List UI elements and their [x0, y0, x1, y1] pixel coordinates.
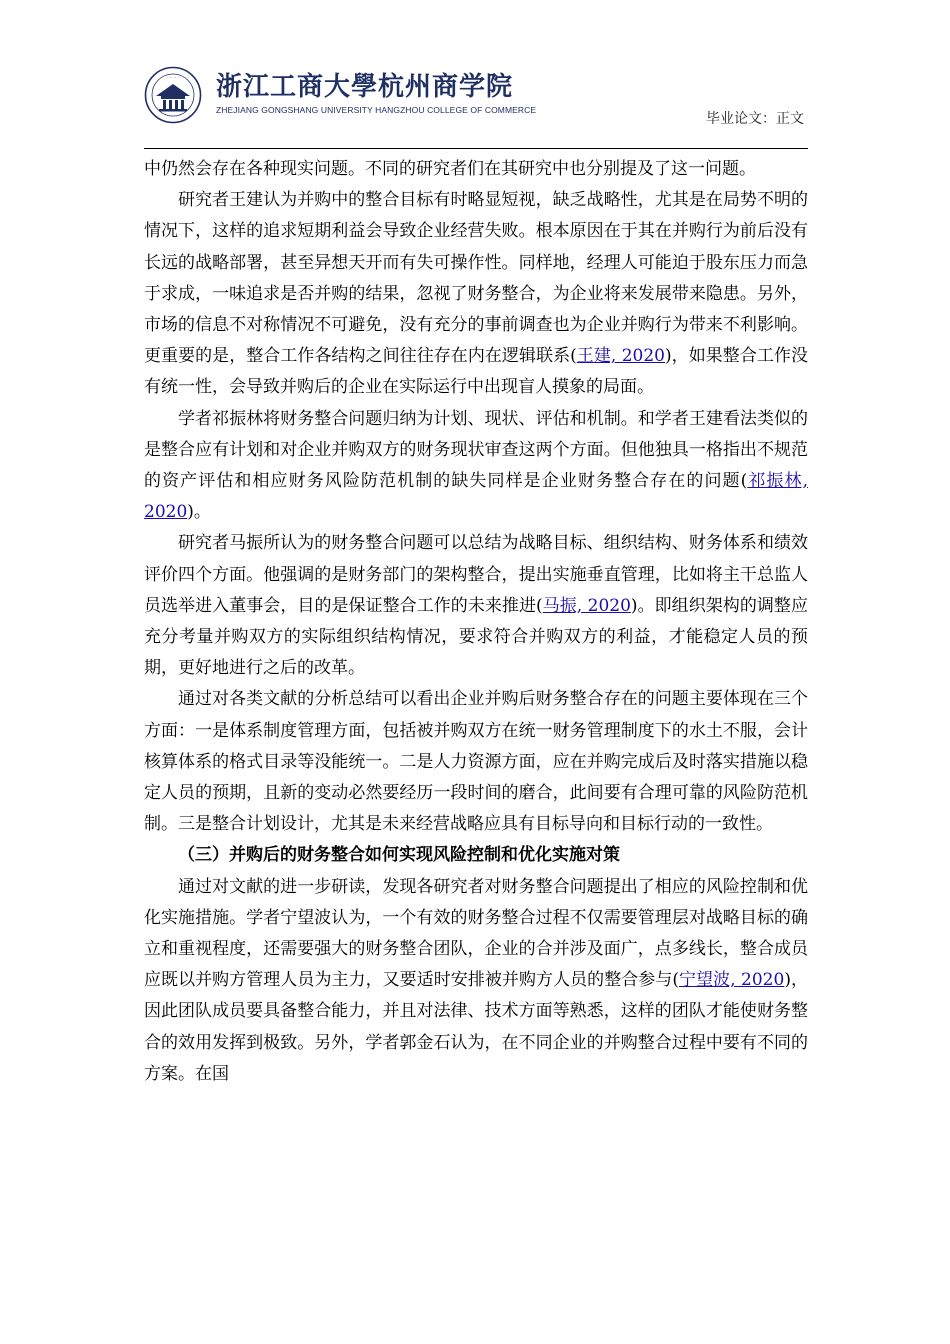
school-name-en: ZHEJIANG GONGSHANG UNIVERSITY HANGZHOU COLLEGE OF COMMERCE [216, 105, 537, 115]
svg-text:· · · · ·: · · · · · [167, 75, 179, 80]
paragraph-continuation: 中仍然会存在各种现实问题。不同的研究者们在其研究中也分别提及了这一问题。 [144, 159, 756, 179]
university-seal-icon [144, 66, 202, 124]
header-rule [144, 148, 808, 149]
svg-text:· · · ·: · · · · [168, 114, 178, 119]
section-heading: （三）并购后的财务整合如何实现风险控制和优化实施对策 [178, 845, 620, 866]
citation-link[interactable]: 宁望波, 2020 [679, 970, 785, 991]
page-header [144, 66, 808, 146]
paragraph-summary: 通过对各类文献的分析总结可以看出企业并购后财务整合存在的问题主要体现在三个方面：一是体系制度管理方面，包括被并购双方在统一财务管理制度下的水土不服，会计核算体系的格式目录等没能统一。二是人力资源方面，应在并购完成后及时落实措施以稳定人员的预期，且新的变动必然要经历一段时间的磨合，此间要有合理可靠的风险防范机制。三是整合计划设计，尤其是未来经营战略应具有目标导向和目标行动的一致性。 [144, 689, 808, 835]
page-body [144, 154, 808, 1090]
doc-label: 毕业论文：正文 [706, 111, 804, 127]
paragraph-wang-jian: 研究者王建认为并购中的整合目标有时略显短视，缺乏战略性，尤其是在局势不明的情况下，这样的追求短期利益会导致企业经营失败。根本原因在于其在并购行为前后没有长远的战略部署，甚至异想天开而有失可操作性。同样地，经理人可能迫于股东压力而急于求成，一味追求是否并购的结果，忽视了财务整合，为企业将来发展带来隐患。另外，市场的信息不对称情况不可避免，没有充分的事前调查也为企业并购行为带来不利影响。更重要的是，整合工作各结构之间往往存在内在逻辑联系(王建, 2020)，如果整合工作没有统一性，会导致并购后的企业在实际运行中出现盲人摸象的局面。 [144, 190, 808, 398]
university-logo [216, 72, 537, 118]
paragraph-qi-zhenlin: 学者祁振林将财务整合问题归纳为计划、现状、评估和机制。和学者王建看法类似的是整合应有计划和对企业并购双方的财务现状审查这两个方面。但他独具一格指出不规范的资产评估和相应财务风险防范机制的缺失同样是企业财务整合存在的问题(祁振林, 2020)。 [144, 408, 808, 523]
citation-link[interactable]: 祁振林, 2020 [144, 471, 808, 523]
paragraph-ma-zhen: 研究者马振所认为的财务整合问题可以总结为战略目标、组织结构、财务体系和绩效评价四个方面。他强调的是财务部门的架构整合，提出实施垂直管理，比如将主干总监人员选举进入董事会，目的是保证整合工作的未来推进(马振, 2020)。即组织架构的调整应充分考量并购双方的实际组织结构情况，要求符合并购双方的利益，才能稳定人员的预期，更好地进行之后的改革。 [144, 533, 808, 679]
citation-link[interactable]: 王建, 2020 [576, 346, 665, 367]
school-name-cn: 浙江工商大學杭州商学院 [216, 72, 514, 102]
citation-link[interactable]: 马振, 2020 [542, 595, 631, 616]
paragraph-ning-wangbo: 通过对文献的进一步研读，发现各研究者对财务整合问题提出了相应的风险控制和优化实施措施。学者宁望波认为，一个有效的财务整合过程不仅需要管理层对战略目标的确立和重视程度，还需要强大的财务整合团队，企业的合并涉及面广，点多线长，整合成员应既以并购方管理人员为主力，又要适时安排被并购方人员的整合参与(宁望波, 2020)，因此团队成员要具备整合能力，并且对法律、技术方面等熟悉，这样的团队才能使财务整合的效用发挥到极致。另外，学者郭金石认为，在不同企业的并购整合过程中要有不同的方案。在国 [144, 876, 808, 1084]
